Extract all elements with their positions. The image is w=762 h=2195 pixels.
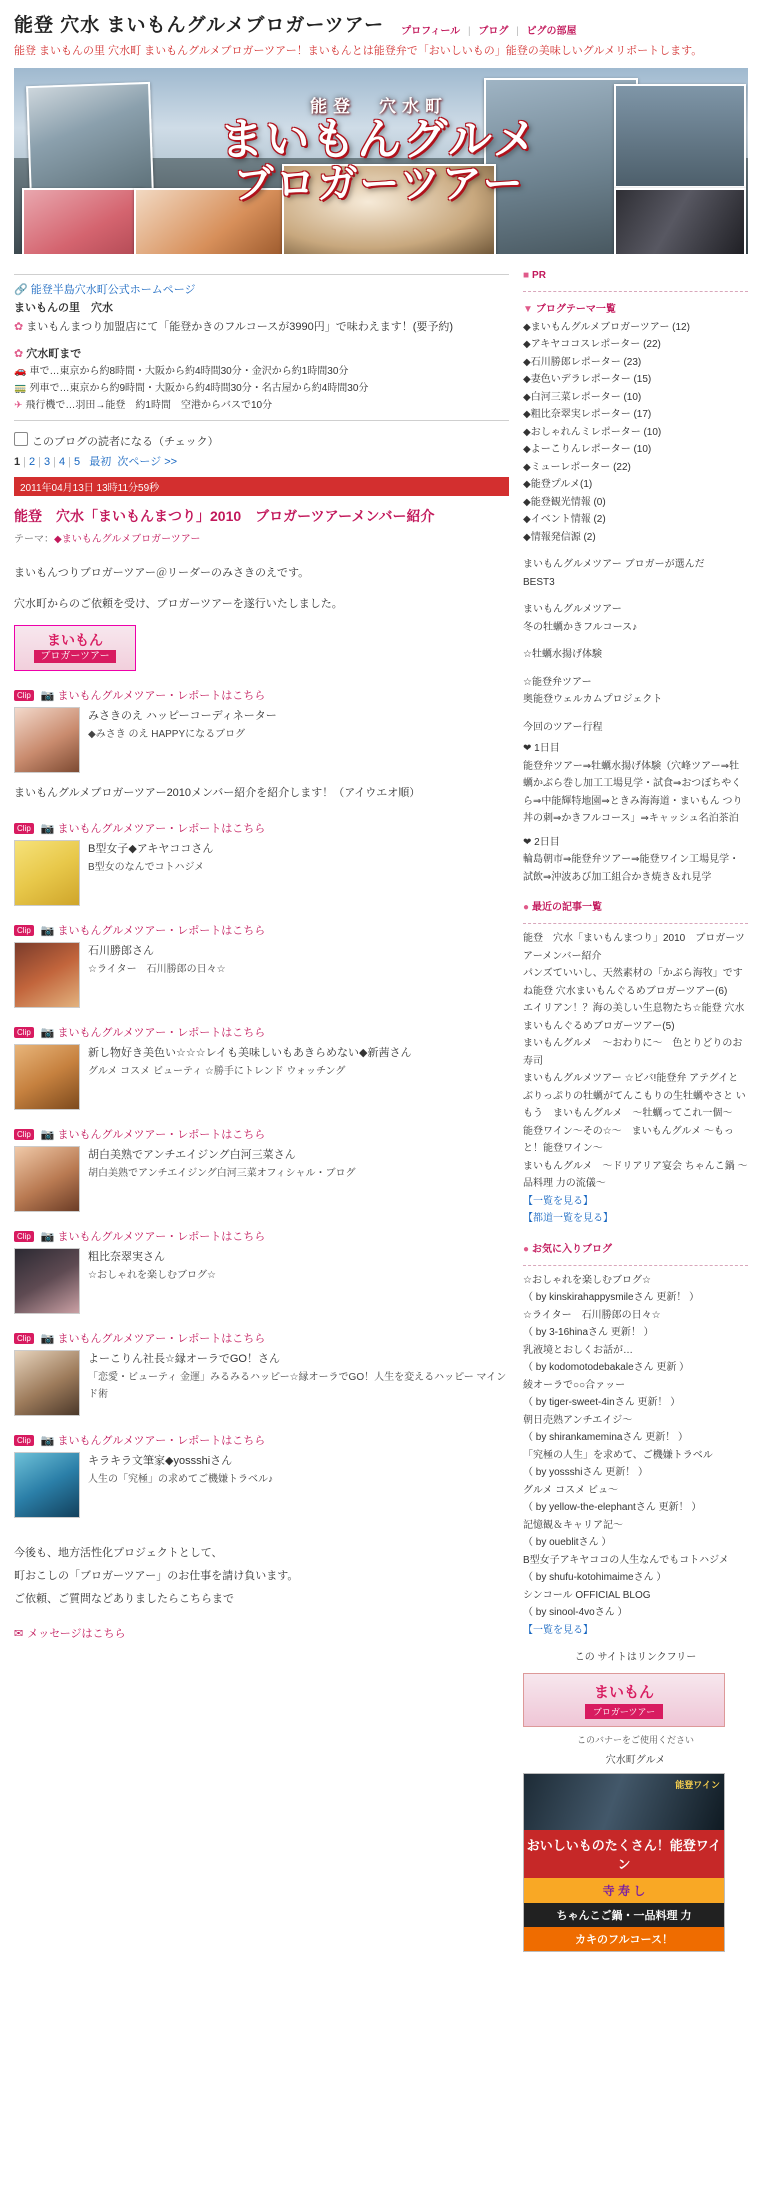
- bullet-icon: ●: [523, 902, 530, 913]
- message-link-row[interactable]: [14, 1625, 509, 1641]
- block-1-head[interactable]: まいもんグルメツアー: [523, 604, 622, 615]
- sidebar-recent-list: [523, 930, 748, 1228]
- theme-item[interactable]: ◆イベント情報 (2): [523, 514, 606, 525]
- sidebar-banner[interactable]: [523, 1673, 725, 1727]
- banner-photo-netframe: [614, 84, 746, 188]
- content-columns: [0, 264, 762, 1957]
- site-description: 能登 まいもんの里 穴水町 まいもんグルメブロガーツアー！まいもんとは能登弁で「おいしいもの」能登の美味しいグルメリポートします。: [14, 45, 703, 57]
- member-report-head[interactable]: [14, 1024, 509, 1040]
- ad-line-4: カキのフルコース！: [524, 1927, 724, 1951]
- fav-meta: （ by yellow-the-elephantさん 更新！ ）: [523, 1502, 702, 1513]
- clip-tag-icon: Clip: [14, 1027, 34, 1038]
- member-blog[interactable]: ◆みさき のえ HAPPYになるブログ: [88, 728, 246, 740]
- member-blog[interactable]: グルメ コスメ ビューティ ☆勝手にトレンド ウォッチング: [88, 1065, 346, 1077]
- access-head: [14, 345, 509, 364]
- ad-image: [524, 1774, 724, 1830]
- member-thumbnail[interactable]: [14, 1350, 80, 1416]
- member-name: B型女子◆アキヤココさん: [88, 842, 214, 855]
- page-4[interactable]: 4: [58, 456, 66, 469]
- theme-item[interactable]: ◆おしゃれんミレポーター (10): [523, 426, 662, 438]
- nav-blog[interactable]: ブログ: [478, 26, 509, 37]
- clip-tag-icon: Clip: [14, 1231, 34, 1242]
- fav-meta: （ by shirankameminaさん 更新！ ）: [523, 1432, 689, 1443]
- sidebar-divider: [523, 923, 748, 924]
- recent-more-link-2[interactable]: 【都道一覧を見る】: [523, 1213, 613, 1224]
- member-name: 新し物好き美色い☆☆☆レイも美味しいもあきらめない◆新茜さん: [88, 1046, 412, 1059]
- spacer: [523, 1639, 748, 1649]
- member-thumbnail[interactable]: [14, 840, 80, 906]
- fav-item[interactable]: 乳液境とおしくお話が…: [523, 1344, 633, 1356]
- fav-meta: （ by shufu-kotohimaimeさん ）: [523, 1572, 667, 1583]
- fav-item[interactable]: 朝日売熟アンチエイジ〜: [523, 1414, 633, 1426]
- page-2[interactable]: 2: [28, 456, 36, 469]
- sidebar-block-2: [523, 646, 748, 664]
- fav-meta: （ by kinskirahappysmileさん 更新！ ）: [523, 1292, 700, 1303]
- heart-icon: ❤: [523, 743, 532, 754]
- hero-banner[interactable]: [14, 68, 748, 254]
- post-paragraph-1: まいもんつりブロガーツアー＠リーダーのみさきのえです。: [14, 567, 310, 580]
- sidebar-pr-title: [523, 268, 748, 285]
- fav-item[interactable]: 「究極の人生」を求めて、ご機嫌トラベル: [523, 1449, 713, 1461]
- clip-tag-icon: Clip: [14, 925, 34, 936]
- camera-icon: 📷: [40, 1434, 55, 1447]
- fav-item[interactable]: シンコール OFFICIAL BLOG: [523, 1589, 651, 1601]
- fav-meta: （ by oueblitさん ）: [523, 1537, 612, 1548]
- spacer: [523, 886, 748, 896]
- post-footer-line-1: 今後も、地方活性化プロジェクトとして、: [14, 1546, 223, 1559]
- ad-line-2: 寺 寿 し: [524, 1878, 724, 1903]
- member-thumbnail[interactable]: [14, 1248, 80, 1314]
- banner-title-line2: ブロガーツアー: [233, 161, 525, 206]
- theme-item[interactable]: ◆能登観光情報 (0): [523, 496, 606, 508]
- post-theme-link[interactable]: ◆まいもんグルメブロガーツアー: [54, 534, 201, 546]
- bullet-icon: ▼: [523, 303, 533, 315]
- recent-item[interactable]: まいもんグルメ 〜ドリアリア宴会 ちゃんこ鍋 〜品料理 力の流儀〜: [523, 1160, 748, 1189]
- reader-checkbox[interactable]: [14, 432, 28, 446]
- post-title[interactable]: 能登 穴水「まいもんまつり」2010 ブロガーツアーメンバー紹介: [14, 508, 435, 525]
- bullet-icon: ■: [523, 269, 530, 281]
- spacer: [523, 664, 748, 674]
- clip-tag-icon: Clip: [14, 1435, 34, 1446]
- spacer: [523, 546, 748, 556]
- camera-icon: 📷: [40, 822, 55, 835]
- member-report-head-text: まいもんグルメツアー・レポートはこちら: [57, 1332, 266, 1345]
- sidebar-fav-title: [523, 1238, 748, 1259]
- member-thumbnail[interactable]: [14, 1452, 80, 1518]
- banner-photo-bottles: [614, 188, 746, 254]
- access-plane-text: 飛行機で…羽田→能登 約1時間 空港からバスで10分: [25, 400, 273, 412]
- nav-sep-2: |: [516, 26, 519, 37]
- page-3[interactable]: 3: [43, 456, 51, 469]
- member-report-head-text: まいもんグルメツアー・レポートはこちら: [57, 822, 266, 835]
- ad-line-3: ちゃんこご鍋・一品料理 力: [524, 1903, 724, 1927]
- member-report-head-text: まいもんグルメツアー・レポートはこちら: [57, 690, 266, 703]
- recent-more-link[interactable]: 【一覧を見る】: [523, 1195, 593, 1207]
- theme-item[interactable]: ◆情報発信源 (2): [523, 531, 596, 543]
- sidebar-recent-title: [523, 896, 748, 917]
- member-row: [14, 840, 509, 906]
- fav-meta: （ by tiger-sweet-4inさん 更新！ ）: [523, 1397, 681, 1408]
- member-thumbnail[interactable]: [14, 1146, 80, 1212]
- member-row: [14, 1146, 509, 1212]
- banner-photo-sashimi: [22, 188, 144, 254]
- bullet-icon: ●: [523, 1243, 530, 1255]
- plane-icon: ✈: [14, 400, 23, 412]
- divider-top: [14, 274, 509, 275]
- star-icon: ✿: [14, 320, 24, 333]
- spacer: [523, 1228, 748, 1238]
- member-blog[interactable]: 胡白美熟でアンチエイジング白河三菜オフィシャル・ブログ: [88, 1167, 356, 1179]
- recent-item[interactable]: まいもんグルメツアー ☆ビバ!能登弁 アテグイとぶりっぷりの牡蠣がてんこもりの生牡蠣やさと いもう まいもんグルメ 〜牡蠣ってこれ一個〜: [523, 1073, 746, 1119]
- fav-item[interactable]: B型女子アキヤココの人生なんでもコトハジメ: [523, 1554, 729, 1566]
- recent-item[interactable]: 能登 穴水「まいもんまつり」2010 ブロガーツアーメンバー紹介: [523, 933, 745, 962]
- access-train-text: 列車で…東京から約9時間・大阪から約4時間30分・名古屋から約4時間30分: [29, 383, 369, 395]
- sidebar-theme-title-text: ブログテーマ一覧: [535, 303, 616, 315]
- member-text: [80, 1350, 509, 1403]
- recent-item[interactable]: 能登ワイン〜その☆〜 まいもんグルメ 〜もっと！能登ワイン〜: [523, 1125, 734, 1154]
- car-icon: 🚗: [14, 366, 27, 378]
- block-1-line[interactable]: 冬の牡蠣かきフルコース♪: [523, 621, 638, 633]
- info-line-1: まいもんの里 穴水: [14, 302, 113, 315]
- link-icon: 🔗: [14, 283, 28, 296]
- member-name: 石川勝郎さん: [88, 944, 154, 957]
- member-report-head[interactable]: [14, 1432, 509, 1448]
- reader-subscribe-row[interactable]: [14, 427, 509, 451]
- sidebar-divider: [523, 1265, 748, 1266]
- block-2-head[interactable]: ☆牡蠣水揚げ体験: [523, 649, 602, 660]
- camera-icon: 📷: [40, 1230, 55, 1243]
- member-row: [14, 1248, 509, 1314]
- ad-title: 穴水町グルメ: [605, 1754, 666, 1766]
- recent-item[interactable]: エイリアン！？海の美しい生息物たち☆能登 穴水まいもんぐるめブロガーツアー(5): [523, 1003, 745, 1032]
- itinerary-day2-text: 輪島朝市⇒能登弁ツアー⇒能登ワイン工場見学・試飲⇒沖波あび加工組合かき焼き＆れ見学: [523, 854, 740, 883]
- spacer: [523, 636, 748, 646]
- itinerary-title: 今回のツアー行程: [523, 721, 603, 733]
- page-next[interactable]: 次ページ >>: [117, 456, 178, 469]
- post-paragraph-3: まいもんグルメブロガーツアー2010メンバー紹介を紹介します！（アイウエオ順）: [14, 787, 421, 800]
- access-car-text: 車で…東京から約8時間・大阪から約4時間30分・金沢から約1時間30分: [29, 366, 349, 378]
- itinerary-day2-label: [523, 834, 748, 852]
- banner-title-line1: まいもんグルメ: [219, 114, 539, 164]
- member-report-head[interactable]: [14, 922, 509, 938]
- fav-item[interactable]: 綾オーラで○○合ァッー: [523, 1379, 626, 1391]
- member-report-head-text: まいもんグルメツアー・レポートはこちら: [57, 1230, 266, 1243]
- member-report-head[interactable]: [14, 1330, 509, 1346]
- access-head-text: 穴水町まで: [26, 347, 82, 360]
- itinerary-day2-label-text: 2日目: [534, 836, 560, 848]
- access-car: [14, 363, 509, 380]
- sidebar: [515, 264, 760, 1957]
- pagination: [14, 451, 509, 477]
- site-header: [0, 0, 762, 39]
- member-row: [14, 1044, 509, 1110]
- member-thumbnail[interactable]: [14, 942, 80, 1008]
- pin-icon: ✿: [14, 347, 24, 360]
- post-footer-line-2: 町おこしの「ブロガーツアー」のお仕事を請け負います。: [14, 1570, 299, 1583]
- clip-tag-icon: Clip: [14, 1333, 34, 1344]
- camera-icon: 📷: [40, 924, 55, 937]
- heart-icon: ❤: [523, 836, 532, 848]
- page-1[interactable]: 1: [14, 456, 21, 469]
- sidebar-fav-title-text: お気に入りブログ: [532, 1243, 613, 1255]
- sidebar-banner-line2: ブロガーツアー: [585, 1704, 663, 1719]
- member-text: [80, 1452, 273, 1488]
- ad-banner[interactable]: [523, 1773, 725, 1952]
- banner-subtitle: 能登 穴水町: [310, 96, 448, 116]
- recent-item[interactable]: パンズていいし、天然素材の「かぶら海牧」ですね能登 穴水まいもんぐるめブロガーツアー(6): [523, 968, 743, 997]
- tour-logo[interactable]: [14, 625, 136, 671]
- camera-icon: 📷: [40, 1332, 55, 1345]
- sidebar-block-1: [523, 601, 748, 636]
- sidebar-recent-title-text: 最近の記事一覧: [532, 902, 603, 913]
- tour-logo-line1: まいもん: [47, 631, 103, 648]
- spacer: [523, 591, 748, 601]
- banner-text: [164, 92, 594, 205]
- sidebar-block-3: [523, 674, 748, 709]
- theme-item[interactable]: ◆よーこりんレポーター (10): [523, 444, 652, 455]
- member-report-head-text: まいもんグルメツアー・レポートはこちら: [57, 1434, 266, 1447]
- member-blog[interactable]: B型女のなんでコトハジメ: [88, 861, 205, 873]
- reader-subscribe-label: このブログの読者になる（チェック）: [32, 436, 219, 449]
- pager-bar-1: |: [23, 456, 26, 469]
- spacer: [523, 709, 748, 719]
- member-text: [80, 942, 226, 978]
- info-line-2-text: まいもんまつり加盟店にて「能登かきのフルコースが3990円」で味わえます！(要予約): [26, 320, 454, 333]
- member-text: [80, 840, 213, 876]
- theme-item[interactable]: ◆能登プルメ(1): [523, 479, 593, 490]
- member-text: [80, 1248, 216, 1284]
- member-report-head-text: まいもんグルメツアー・レポートはこちら: [57, 1026, 266, 1039]
- member-report-head-text: まいもんグルメツアー・レポートはこちら: [57, 1128, 266, 1141]
- theme-item[interactable]: ◆ミューレポーター (22): [523, 461, 631, 473]
- camera-icon: 📷: [40, 690, 55, 703]
- banner-photo-village: [26, 81, 154, 199]
- chosen-sub: BEST3: [523, 576, 555, 588]
- member-report-head[interactable]: [14, 687, 509, 703]
- member-thumbnail[interactable]: [14, 1044, 80, 1110]
- mail-icon: ✉: [14, 1628, 24, 1641]
- info-line-2: [14, 318, 509, 337]
- clip-tag-icon: Clip: [14, 1129, 34, 1140]
- member-name: 胡白美熟でアンチエイジング白河三菜さん: [88, 1148, 296, 1161]
- official-site-link[interactable]: 能登半島穴水町公式ホームページ: [30, 283, 196, 296]
- member-row: [14, 942, 509, 1008]
- clip-tag-icon: Clip: [14, 823, 34, 834]
- post-theme: [14, 530, 509, 553]
- member-row: [14, 707, 509, 773]
- member-blog[interactable]: 「恋愛・ビューティ 金運」みるみるハッピー☆縁オーラでGO！人生を変えるハッピー マインド術: [88, 1371, 507, 1400]
- camera-icon: 📷: [40, 1026, 55, 1039]
- member-row: [14, 1350, 509, 1416]
- sidebar-fav-list: [523, 1272, 748, 1640]
- sidebar-banner-line1: まいもん: [593, 1683, 654, 1701]
- sidebar-banner-note: このバナーをご使用ください: [576, 1734, 694, 1745]
- fav-meta: （ by 3-16hinaさん 更新！ ）: [523, 1327, 654, 1338]
- chosen-title: まいもんグルメツアー ブロガーが選んだ: [523, 559, 705, 570]
- member-name: よーこりん社長☆縁オーラでGO！さん: [88, 1352, 280, 1365]
- divider-reader: [14, 420, 509, 421]
- post-footer: [14, 1542, 509, 1611]
- member-text: [80, 707, 277, 743]
- block-3-line[interactable]: 奥能登ウェルカムプロジェクト: [523, 694, 663, 705]
- theme-item[interactable]: ◆石川勝郎レポーター (23): [523, 356, 642, 368]
- member-name: キラキラ文筆家◆yossshiさん: [88, 1454, 233, 1467]
- member-row: [14, 1452, 509, 1518]
- pager-bar-3: |: [53, 456, 56, 469]
- ad-line-1: おいしいものたくさん！能登ワイン: [524, 1830, 724, 1878]
- fav-meta: （ by yossshiさん 更新！ ）: [523, 1467, 649, 1478]
- sidebar-theme-title: [523, 298, 748, 319]
- member-report-head[interactable]: [14, 1228, 509, 1244]
- ad-caption: 能登ワイン: [675, 1780, 720, 1790]
- fav-more-link[interactable]: 【一覧を見る】: [523, 1624, 593, 1636]
- member-blog[interactable]: 人生の「究極」の求めてご機嫌トラベル♪: [88, 1473, 273, 1485]
- sidebar-itinerary: [523, 719, 748, 887]
- itinerary-day1-label-text: 1日目: [534, 743, 560, 754]
- page-title: 能登 穴水 まいもんグルメブロガーツアー: [14, 15, 385, 36]
- block-3-head[interactable]: ☆能登弁ツアー: [523, 676, 592, 688]
- header-nav: [401, 22, 576, 37]
- page-5[interactable]: 5: [73, 456, 81, 469]
- member-blog[interactable]: ☆ライター 石川勝郎の日々☆: [88, 963, 226, 975]
- member-text: [80, 1044, 412, 1080]
- pager-bar-2: |: [38, 456, 41, 469]
- post-date: 2011年04月13日 13時11分59秒: [14, 477, 509, 496]
- page-first[interactable]: 最初: [89, 456, 112, 469]
- post-theme-label: テーマ：: [14, 534, 54, 546]
- member-name: 粗比奈翠実さん: [88, 1250, 165, 1263]
- sidebar-theme-list: [523, 319, 748, 547]
- theme-item[interactable]: ◆アキヤココスレポーター (22): [523, 339, 661, 350]
- clip-tag-icon: Clip: [14, 690, 34, 701]
- theme-item[interactable]: ◆まいもんグルメブロガーツアー (12): [523, 321, 690, 333]
- member-name: みさきのえ ハッピーコーディネーター: [88, 710, 277, 723]
- theme-item[interactable]: ◆粗比奈翠実レポーター (17): [523, 409, 652, 420]
- sidebar-divider: [523, 291, 748, 292]
- tour-logo-line2: ブロガーツアー: [34, 650, 115, 663]
- theme-item[interactable]: ◆白河三菜レポーター (10): [523, 391, 642, 403]
- itinerary-day1-label: [523, 740, 748, 758]
- theme-item[interactable]: ◆妻色いデラレポーター (15): [523, 374, 652, 385]
- nav-profile[interactable]: プロフィール: [401, 26, 461, 37]
- fav-meta: （ by kodomotodebakaleさん 更新 ）: [523, 1362, 690, 1373]
- sidebar-pr-title-text: PR: [532, 269, 546, 281]
- train-icon: 🚃: [14, 383, 27, 395]
- main-column: [0, 264, 515, 1642]
- pager-bar-4: |: [68, 456, 71, 469]
- post-paragraph-2: 穴水町からのご依頼を受け、ブロガーツアーを遂行いたしました。: [14, 598, 343, 611]
- fav-item[interactable]: ☆ライター 石川勝郎の日々☆: [523, 1309, 661, 1321]
- message-link-label: メッセージはこちら: [27, 1628, 126, 1641]
- sidebar-chosen: [523, 556, 748, 591]
- nav-pigroom[interactable]: ピグの部屋: [526, 26, 577, 37]
- itinerary-day1-text: 能登弁ツアー⇒牡蠣水揚げ体験（穴峰ツアー⇒牡蠣かぶら巻し加工工場見学・試食⇒おつぼちやくら⇒中能輝特地園⇒ときみ海海道・まいもん つり丼の刺⇒かきフルコース」⇒キャッシュ名泊茶泊: [523, 760, 743, 824]
- fav-item[interactable]: 記憶観＆キャリア記〜: [523, 1519, 623, 1531]
- access-train: [14, 380, 509, 397]
- member-blog[interactable]: ☆おしゃれを楽しむブログ☆: [88, 1269, 216, 1281]
- member-report-head[interactable]: [14, 1126, 509, 1142]
- post-footer-line-3: ご依頼、ご質問などありましたらこちらまで: [14, 1593, 234, 1606]
- link-free-title: この サイトはリンクフリー: [574, 1652, 697, 1663]
- member-thumbnail[interactable]: [14, 707, 80, 773]
- member-text: [80, 1146, 355, 1182]
- member-report-head-text: まいもんグルメツアー・レポートはこちら: [57, 924, 266, 937]
- nav-sep-1: |: [467, 26, 471, 37]
- access-plane: [14, 397, 509, 414]
- official-site-line: [14, 281, 509, 300]
- fav-item[interactable]: グルメ コスメ ビュ〜: [523, 1484, 618, 1496]
- fav-meta: （ by sinool-4voさん ）: [523, 1607, 628, 1618]
- camera-icon: 📷: [40, 1128, 55, 1141]
- fav-item[interactable]: ☆おしゃれを楽しむブログ☆: [523, 1274, 651, 1286]
- recent-item[interactable]: まいもんグルメ 〜おわりに〜 色とりどりのお寿司: [523, 1038, 743, 1067]
- member-report-head[interactable]: [14, 820, 509, 836]
